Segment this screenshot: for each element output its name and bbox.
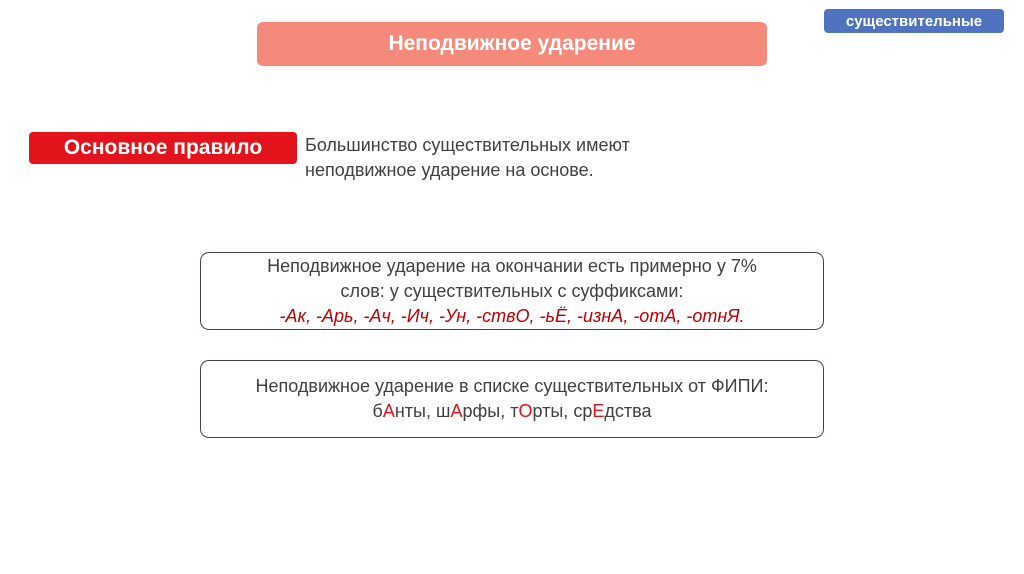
- info-box-line: Неподвижное ударение на окончании есть примерно у 7%: [267, 255, 757, 276]
- rule-label: Основное правило: [29, 132, 297, 164]
- info-box-line: слов: у существительных с суффиксами:: [340, 280, 684, 301]
- suffix-list: -Ак, -Арь, -Ач, -Ич, -Ун, -ствО, -ьЁ, -изнА, -отА, -отнЯ.: [279, 305, 745, 326]
- page-title: Неподвижное ударение: [257, 22, 767, 66]
- word-item: шАрфы,: [435, 401, 511, 421]
- stressed-letter: Е: [592, 401, 605, 421]
- info-box-fipi-list: [200, 360, 824, 438]
- stressed-letter: А: [450, 401, 463, 421]
- fipi-word-list: [373, 399, 652, 424]
- category-badge: существительные: [824, 9, 1004, 33]
- word-item: бАнты,: [372, 401, 436, 421]
- stressed-letter: О: [518, 401, 533, 421]
- info-box-ending-stress: [200, 252, 824, 330]
- stressed-letter: А: [382, 401, 395, 421]
- rule-text: Большинство существительных имеют неподвижное ударение на основе.: [305, 135, 630, 180]
- word-item: тОрты,: [510, 401, 574, 421]
- word-item: срЕдства: [573, 401, 652, 421]
- info-box-line: Неподвижное ударение в списке существительных от ФИПИ:: [255, 376, 769, 396]
